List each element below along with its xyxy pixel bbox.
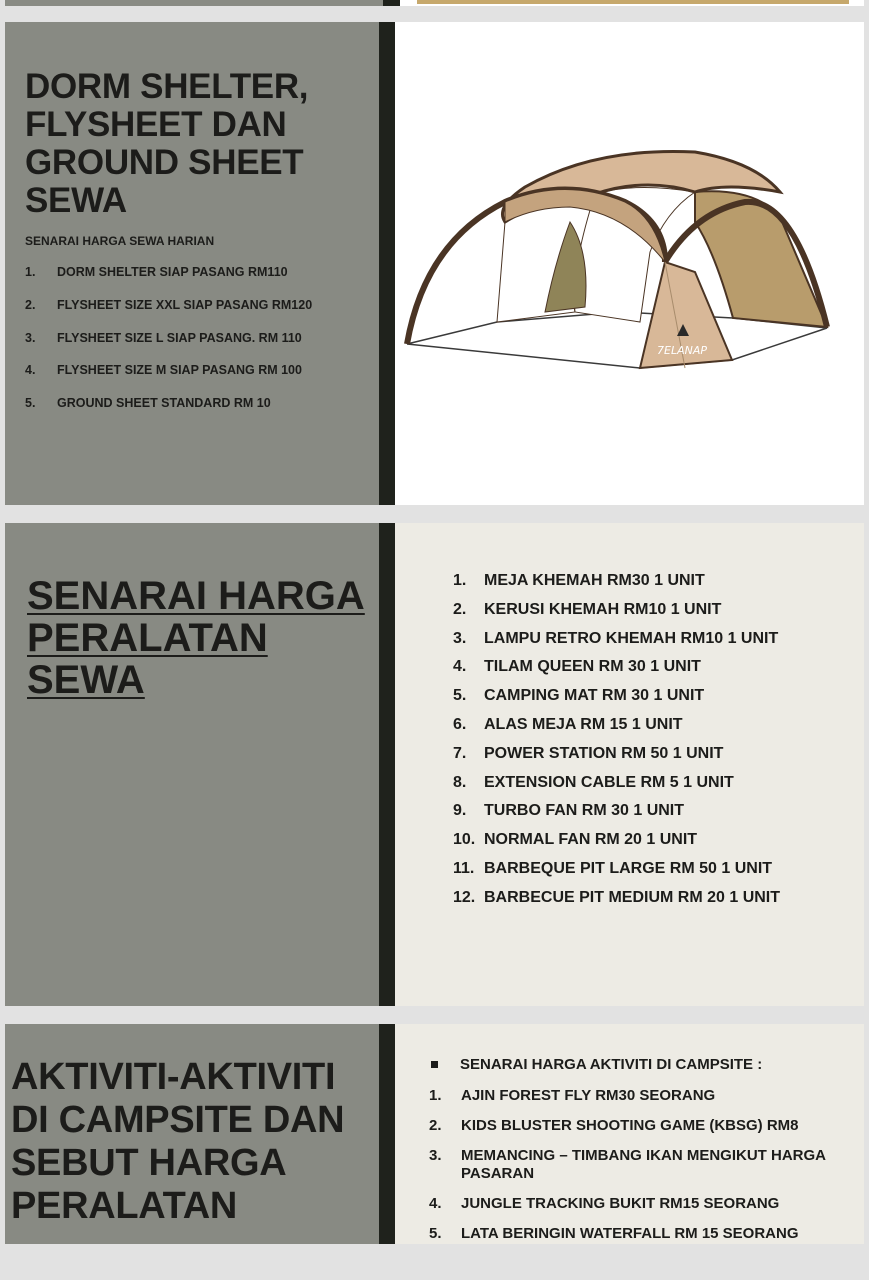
- list-item: 9. TURBO FAN RM 30 1 UNIT: [453, 802, 685, 820]
- slide-right-panel: [395, 1024, 864, 1244]
- list-item: 1. DORM SHELTER SIAP PASANG RM110: [25, 265, 288, 279]
- slide-right-panel: [395, 523, 864, 1006]
- list-item: 5. GROUND SHEET STANDARD RM 10: [25, 396, 271, 411]
- list-item: 1. AJIN FOREST FLY RM30 SEORANG: [429, 1087, 716, 1104]
- equipment-price-list: [453, 572, 780, 918]
- tent-image-panel: [395, 22, 864, 505]
- list-item: 5. CAMPING MAT RM 30 1 UNIT: [453, 687, 705, 705]
- bullet-square-icon: [431, 1061, 438, 1068]
- list-item: 2. KERUSI KHEMAH RM10 1 UNIT: [453, 600, 722, 618]
- tent-brand-logo: 7ELANAP: [657, 344, 707, 357]
- list-item: 4. JUNGLE TRACKING BUKIT RM15 SEORANG: [429, 1195, 780, 1212]
- activity-list-heading: SENARAI HARGA AKTIVITI DI CAMPSITE :: [431, 1056, 762, 1073]
- slide-divider: [379, 523, 395, 1006]
- list-item: 3. FLYSHEET SIZE L SIAP PASANG. RM 110: [25, 330, 302, 345]
- previous-slide-edge: [5, 0, 864, 6]
- list-item: 4. TILAM QUEEN RM 30 1 UNIT: [453, 658, 701, 676]
- slide-left-panel: [5, 1024, 379, 1244]
- list-item: 2. FLYSHEET SIZE XXL SIAP PASANG RM120: [25, 297, 313, 312]
- list-item: 1. MEJA KHEMAH RM30 1 UNIT: [453, 572, 705, 589]
- slide-title: AKTIVITI-AKTIVITI DI CAMPSITE DAN SEBUT HARGA PERALATAN: [11, 1056, 345, 1227]
- price-list: [25, 265, 312, 429]
- slide-left-panel: [5, 523, 379, 1006]
- list-item: 3. MEMANCING – TIMBANG IKAN MENGIKUT HARGA PASARAN: [429, 1147, 826, 1182]
- previous-slide-grey: [5, 0, 383, 6]
- slide-title: SENARAI HARGA PERALATAN SEWA: [27, 574, 365, 702]
- slide-left-panel: [5, 22, 379, 505]
- list-item: 4. FLYSHEET SIZE M SIAP PASANG RM 100: [25, 363, 302, 378]
- list-item: 11. BARBEQUE PIT LARGE RM 50 1 UNIT: [453, 859, 773, 877]
- list-item: 10. NORMAL FAN RM 20 1 UNIT: [453, 831, 698, 849]
- slide-title: DORM SHELTER, FLYSHEET DAN GROUND SHEET SEWA: [25, 67, 309, 220]
- previous-slide-divider: [383, 0, 400, 6]
- list-item: 5. LATA BERINGIN WATERFALL RM 15 SEORANG: [429, 1225, 799, 1242]
- list-item: 8. EXTENSION CABLE RM 5 1 UNIT: [453, 773, 734, 791]
- slide-divider: [379, 1024, 395, 1244]
- previous-slide-image: [417, 0, 849, 4]
- slide-subtitle: SENARAI HARGA SEWA HARIAN: [25, 234, 215, 248]
- slide-peralatan-sewa: [5, 523, 864, 1006]
- slide-divider: [379, 22, 395, 505]
- list-item: 7. POWER STATION RM 50 1 UNIT: [453, 744, 724, 762]
- activity-price-list: [429, 1087, 831, 1244]
- list-item: 12. BARBECUE PIT MEDIUM RM 20 1 UNIT: [453, 888, 781, 906]
- list-item: 6. ALAS MEJA RM 15 1 UNIT: [453, 715, 683, 733]
- dome-shelter-tent-image: [395, 22, 864, 505]
- slide-aktiviti-campsite: [5, 1024, 864, 1244]
- slide-dorm-shelter: [5, 22, 864, 505]
- list-item: 3. LAMPU RETRO KHEMAH RM10 1 UNIT: [453, 629, 779, 647]
- list-item: 2. KIDS BLUSTER SHOOTING GAME (KBSG) RM8: [429, 1117, 799, 1134]
